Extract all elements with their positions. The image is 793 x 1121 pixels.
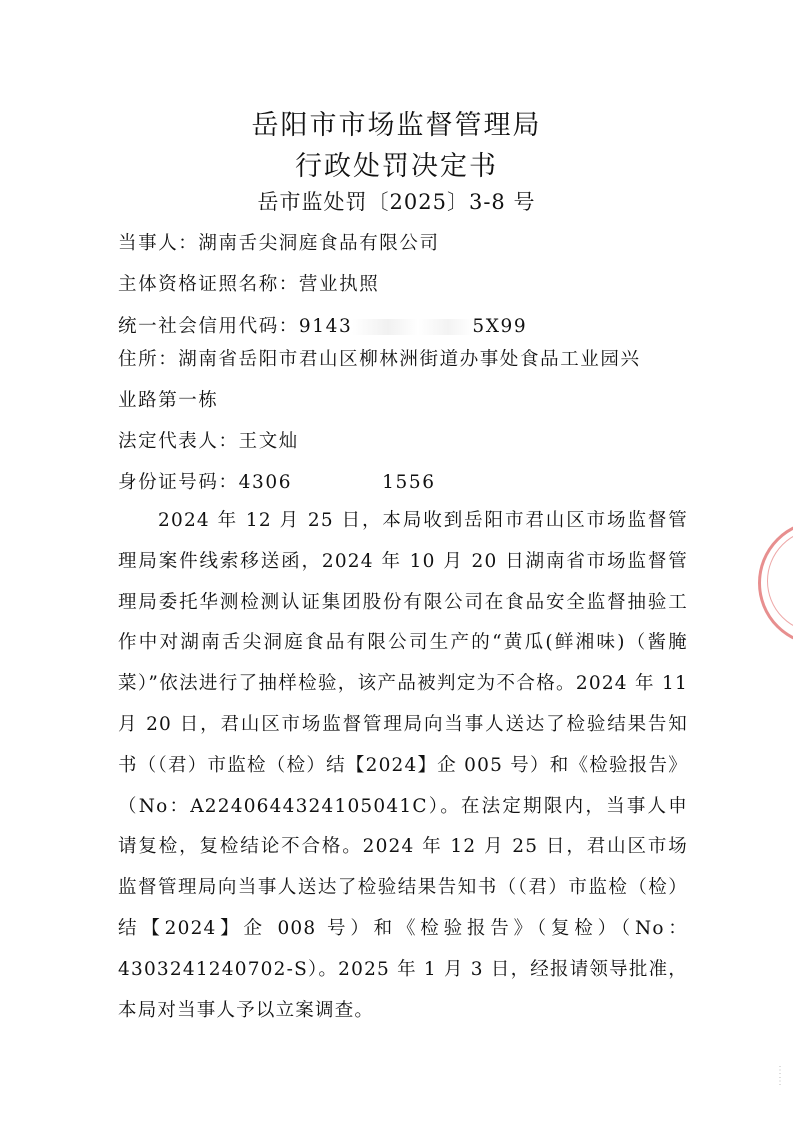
redaction-mark (352, 319, 472, 335)
credit-code-label: 统一社会信用代码： (118, 316, 299, 337)
case-paragraph-text: 2024 年 12 月 25 日，本局收到岳阳市君山区市场监督管理局案件线索移送函，2024 年 10 月 20 日湖南省市场监督管理局委托华测检测认证集团股份有限公司在食品安全监督抽验工作中对湖南舌尖洞庭食品有限公司生产的“黄瓜(鲜湘味)（酱腌菜）”依法进行了抽样检验，该产品被判定为不合格。2024 年 11 月 20 日，君山区市场监督管理局向当事人送达了检验结果告知书（（君）市监检（检）结【2024】企 005 号）和《检验报告》（No：A2240644324105041C）。在法定期限内，当事人申请复检，复检结论不合格。2024 年 12 月 25 日，君山区市场监督管理局向当事人送达了检验结果告知书（（君）市监检（检）结【2024】企 008 号）和《检验报告》（复检）（No：4303241240702-S）。2025 年 1 月 3 日，经报请领导批准，本局对当事人予以立案调查。 (118, 510, 688, 1021)
official-seal-inner-ring (767, 529, 793, 633)
document-type-title: 行政处罚决定书 (295, 151, 498, 182)
issuing-authority-title: 岳阳市市场监督管理局 (251, 110, 542, 141)
document-number: 岳市监处罚〔2025〕3-8 号 (257, 190, 536, 214)
credit-code-end: 5X99 (472, 316, 528, 337)
id-number-field (118, 468, 436, 494)
credit-code-start: 9143 (298, 316, 353, 337)
binding-marks: ⋮ ⋮ (775, 1065, 785, 1087)
address-line-2: 业路第一栋 (118, 390, 219, 411)
license-name-field: 主体资格证照名称：营业执照 (118, 274, 380, 295)
id-number-start: 4306 (238, 472, 293, 493)
id-number-label: 身份证号码： (118, 472, 239, 493)
case-paragraph (118, 501, 688, 1031)
id-number-end: 1556 (382, 472, 436, 493)
legal-representative-field: 法定代表人：王文灿 (118, 431, 299, 452)
party-field: 当事人：湖南舌尖洞庭食品有限公司 (118, 233, 440, 254)
official-seal-stamp (758, 520, 793, 646)
credit-code-field (118, 312, 527, 338)
address-line-1: 住所：湖南省岳阳市君山区柳林洲街道办事处食品工业园兴 (118, 349, 641, 370)
